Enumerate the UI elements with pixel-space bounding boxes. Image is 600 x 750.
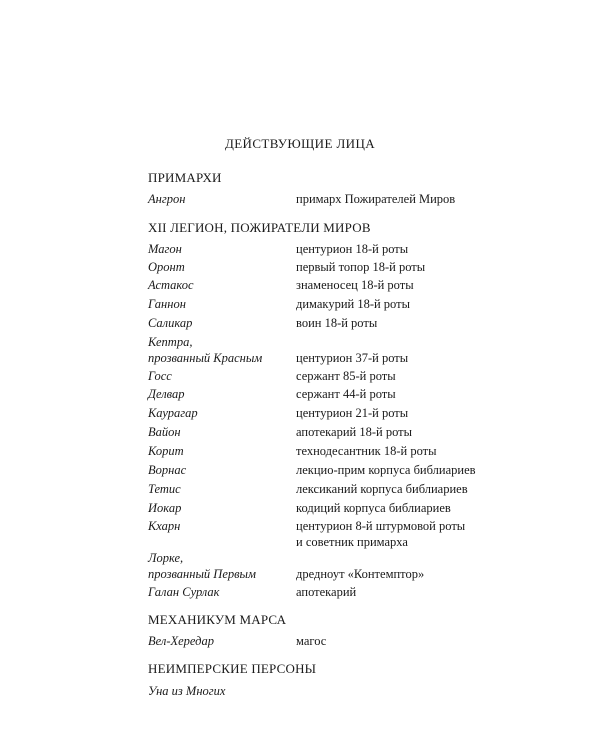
character-name: Галан Сурлак <box>148 585 220 599</box>
character-name: Кептра, прозванный Красным <box>148 335 263 365</box>
character-name: Саликар <box>148 316 193 330</box>
character-role: центурион 18-й роты <box>296 242 409 256</box>
page-title: ДЕЙСТВУЮЩИЕ ЛИЦА <box>224 136 376 151</box>
character-role: кодиций корпуса библиариев <box>296 501 451 515</box>
character-name: Оронт <box>148 260 185 274</box>
section-heading-mechanicum: МЕХАНИКУМ МАРСА <box>148 612 287 627</box>
character-role: сержант 85-й роты <box>296 369 396 383</box>
character-name: Лорке, прозванный Первым <box>148 551 256 581</box>
section-heading-non-imperial: НЕИМПЕРСКИЕ ПЕРСОНЫ <box>148 661 317 676</box>
character-name: Магон <box>148 242 182 256</box>
character-role: сержант 44-й роты <box>296 387 396 401</box>
character-role: технодесантник 18-й роты <box>296 444 437 458</box>
character-name: Ворнас <box>148 463 187 477</box>
character-role: центурион 37-й роты <box>296 351 409 365</box>
character-name: Вел-Хередар <box>148 634 214 648</box>
character-role: центурион 8-й штурмовой роты и советник примарха <box>296 519 466 549</box>
character-name: Корит <box>148 444 184 458</box>
character-role: магос <box>296 634 327 648</box>
character-name: Ангрон <box>148 192 186 206</box>
character-role: воин 18-й роты <box>296 316 378 330</box>
character-name: Уна из Многих <box>148 684 226 698</box>
character-role: апотекарий <box>296 585 357 599</box>
section-heading-primarchs: ПРИМАРХИ <box>148 170 222 185</box>
character-role: примарх Пожирателей Миров <box>296 192 456 206</box>
character-role: димакурий 18-й роты <box>296 297 410 311</box>
character-role: апотекарий 18-й роты <box>296 425 413 439</box>
section-heading-legion: XII ЛЕГИОН, ПОЖИРАТЕЛИ МИРОВ <box>148 220 371 235</box>
character-name: Делвар <box>148 387 185 401</box>
character-name: Ганнон <box>148 297 186 311</box>
character-name: Вайон <box>148 425 181 439</box>
character-role: центурион 21-й роты <box>296 406 409 420</box>
character-role: первый топор 18-й роты <box>296 260 426 274</box>
character-role: лексиканий корпуса библиариев <box>296 482 468 496</box>
character-name: Кхарн <box>148 519 181 533</box>
character-name: Иокар <box>148 501 182 515</box>
character-role: лекцио-прим корпуса библиариев <box>296 463 476 477</box>
character-name: Госс <box>148 369 172 383</box>
character-role: дредноут «Контемптор» <box>296 567 425 581</box>
character-name: Астакос <box>148 278 194 292</box>
character-role: знаменосец 18-й роты <box>296 278 414 292</box>
character-name: Тетис <box>148 482 181 496</box>
character-name: Каурагар <box>148 406 198 420</box>
